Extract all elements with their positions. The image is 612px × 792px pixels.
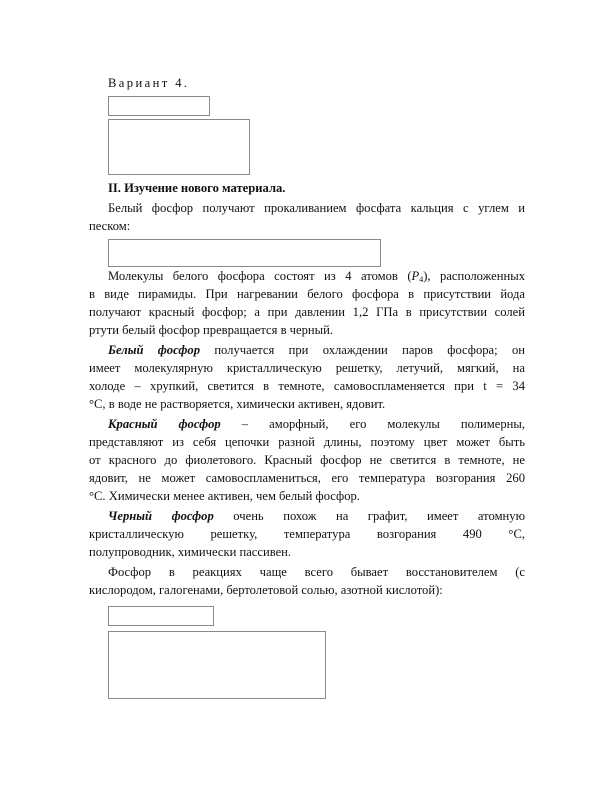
text: кристаллическую решетку, температура возгорания 490 °С, xyxy=(89,527,525,541)
text: очень похож на графит, имеет атомную xyxy=(213,509,525,523)
paragraph-6-line-2: кислородом, галогенами, бертолетовой солью, азотной кислотой): xyxy=(89,583,443,597)
text: представляют из себя цепочки разной длины, поэтому цвет может быть xyxy=(89,435,525,449)
text: холоде – хрупкий, светится в темноте, самовоспламеняется при t = 34 xyxy=(89,379,525,393)
text: ядовит, не может самовоспламениться, его температура возгорания 260 xyxy=(89,471,525,485)
term-red-phosphorus: Красный фосфор xyxy=(108,417,221,431)
text: Молекулы белого фосфора состоят из 4 атомов ( xyxy=(108,269,412,283)
text: от красного до фиолетового. Красный фосфор не светится в темноте, не xyxy=(89,453,525,467)
placeholder-box-large-2 xyxy=(108,631,326,699)
paragraph-3-line-3 xyxy=(89,379,525,394)
section-heading: II. Изучение нового материала. xyxy=(108,181,286,195)
paragraph-4-line-4 xyxy=(89,471,525,486)
equation-placeholder-box xyxy=(108,239,381,267)
paragraph-2-line-3 xyxy=(89,305,525,320)
paragraph-1-line-1 xyxy=(89,201,525,216)
paragraph-4-line-1 xyxy=(89,417,525,432)
paragraph-3-line-1 xyxy=(89,343,525,358)
paragraph-5-line-1 xyxy=(89,509,525,524)
text: получается при охлаждении паров фосфора; он xyxy=(200,343,525,357)
text: Белый фосфор получают прокаливанием фосфата кальция с углем и xyxy=(108,201,525,215)
formula-letter: P xyxy=(411,269,420,283)
placeholder-box-large-1 xyxy=(108,119,250,175)
paragraph-2-line-4: ртути белый фосфор превращается в черный. xyxy=(89,323,333,337)
paragraph-6-line-1 xyxy=(89,565,525,580)
paragraph-5-line-2 xyxy=(89,527,525,542)
term-white-phosphorus: Белый фосфор xyxy=(108,343,200,357)
formula-subscript: 4 xyxy=(419,275,424,284)
text: имеет молекулярную кристаллическую решетку, летучий, мягкий, на xyxy=(89,361,525,375)
text: – аморфный, его молекулы полимерны, xyxy=(220,417,526,431)
text: Фосфор в реакциях чаще всего бывает восстановителем (с xyxy=(108,565,525,579)
paragraph-4-line-3 xyxy=(89,453,525,468)
term-black-phosphorus: Черный фосфор xyxy=(108,509,214,523)
placeholder-box-small-1 xyxy=(108,96,210,116)
paragraph-2-line-1 xyxy=(89,269,525,284)
paragraph-4-line-5: °С. Химически менее активен, чем белый фосфор. xyxy=(89,489,360,503)
paragraph-3-line-4: °С, в воде не растворяется, химически активен, ядовит. xyxy=(89,397,386,411)
paragraph-2-line-2 xyxy=(89,287,525,302)
text: ), расположенных xyxy=(423,269,525,283)
paragraph-1-line-2: песком: xyxy=(89,219,131,233)
paragraph-3-line-2 xyxy=(89,361,525,376)
text: в виде пирамиды. При нагревании белого фосфора в присутствии йода xyxy=(89,287,525,301)
paragraph-5-line-3: полупроводник, химически пассивен. xyxy=(89,545,292,559)
placeholder-box-small-2 xyxy=(108,606,214,626)
paragraph-4-line-2 xyxy=(89,435,525,450)
text: получают красный фосфор; а при давлении 1,2 ГПа в присутствии солей xyxy=(89,305,525,319)
variant-label: Вариант 4. xyxy=(108,76,190,90)
